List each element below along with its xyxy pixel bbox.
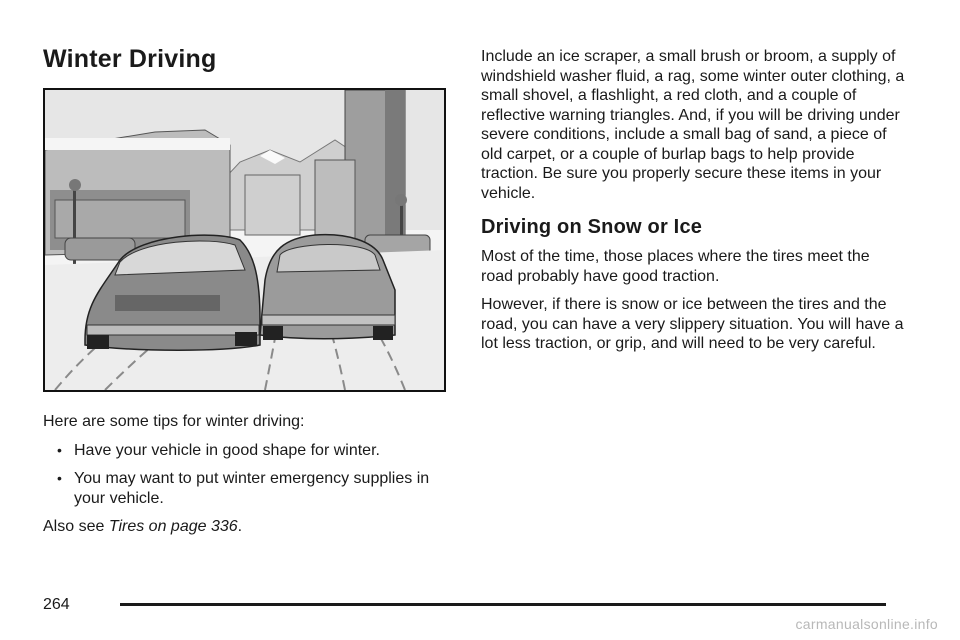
car-right-tire-r xyxy=(373,326,393,340)
bullet-icon: • xyxy=(57,441,62,458)
car-right-bumper xyxy=(262,315,395,325)
tires-reference-link[interactable]: Tires on page 336 xyxy=(108,518,238,535)
car-right-rear-window xyxy=(277,244,380,272)
car-right-tire-l xyxy=(263,326,283,340)
right-column xyxy=(481,42,906,354)
also-see-suffix: . xyxy=(237,518,243,535)
intro-text: Here are some tips for winter driving: xyxy=(43,413,305,430)
bullet-icon: • xyxy=(57,470,62,486)
building-mid xyxy=(245,175,300,235)
list-item-text: Have your vehicle in good shape for winter. xyxy=(74,441,380,459)
car-left-tire-l xyxy=(87,335,109,349)
page-number: 264 xyxy=(43,596,70,613)
emergency-supplies-paragraph: Include an ice scraper, a small brush or broom, a supply of windshield washer fluid, a rag, some winter outer clothing, a small shovel, a flashlight, a red cloth, and a couple of reflective warning triangles. And, if you will be driving under severe conditions, include a small bag of sand, a piece of old carpet, or a couple of burlap bags to help provide traction. Be sure you properly secure these items in your vehicle. xyxy=(481,48,905,202)
section-title: Driving on Snow or Ice xyxy=(481,216,703,238)
lamp-right xyxy=(395,194,407,206)
list-item xyxy=(43,441,448,461)
car-left-tire-r xyxy=(235,332,257,346)
also-see-prefix: Also see xyxy=(43,518,109,535)
car-left-grille xyxy=(115,295,220,311)
lamp-left xyxy=(69,179,81,191)
traction-paragraph: Most of the time, those places where the tires meet the road probably have good traction. xyxy=(481,248,870,285)
list-item xyxy=(43,469,448,508)
slippery-paragraph: However, if there is snow or ice between the tires and the road, you can have a very slippery situation. You will have a lot less traction, or grip, and will need to be very careful. xyxy=(481,296,904,352)
winter-street-illustration xyxy=(43,88,446,392)
watermark: carmanualsonline.info xyxy=(795,616,938,632)
building-left-roof-snow xyxy=(45,138,230,150)
footer-rule xyxy=(120,603,886,606)
car-left-bumper xyxy=(87,325,259,335)
list-item-text: You may want to put winter emergency supplies in your vehicle. xyxy=(74,470,430,507)
tips-list xyxy=(43,441,448,509)
left-column xyxy=(43,42,448,537)
also-see-text xyxy=(43,517,448,537)
page-title: Winter Driving xyxy=(43,45,217,73)
